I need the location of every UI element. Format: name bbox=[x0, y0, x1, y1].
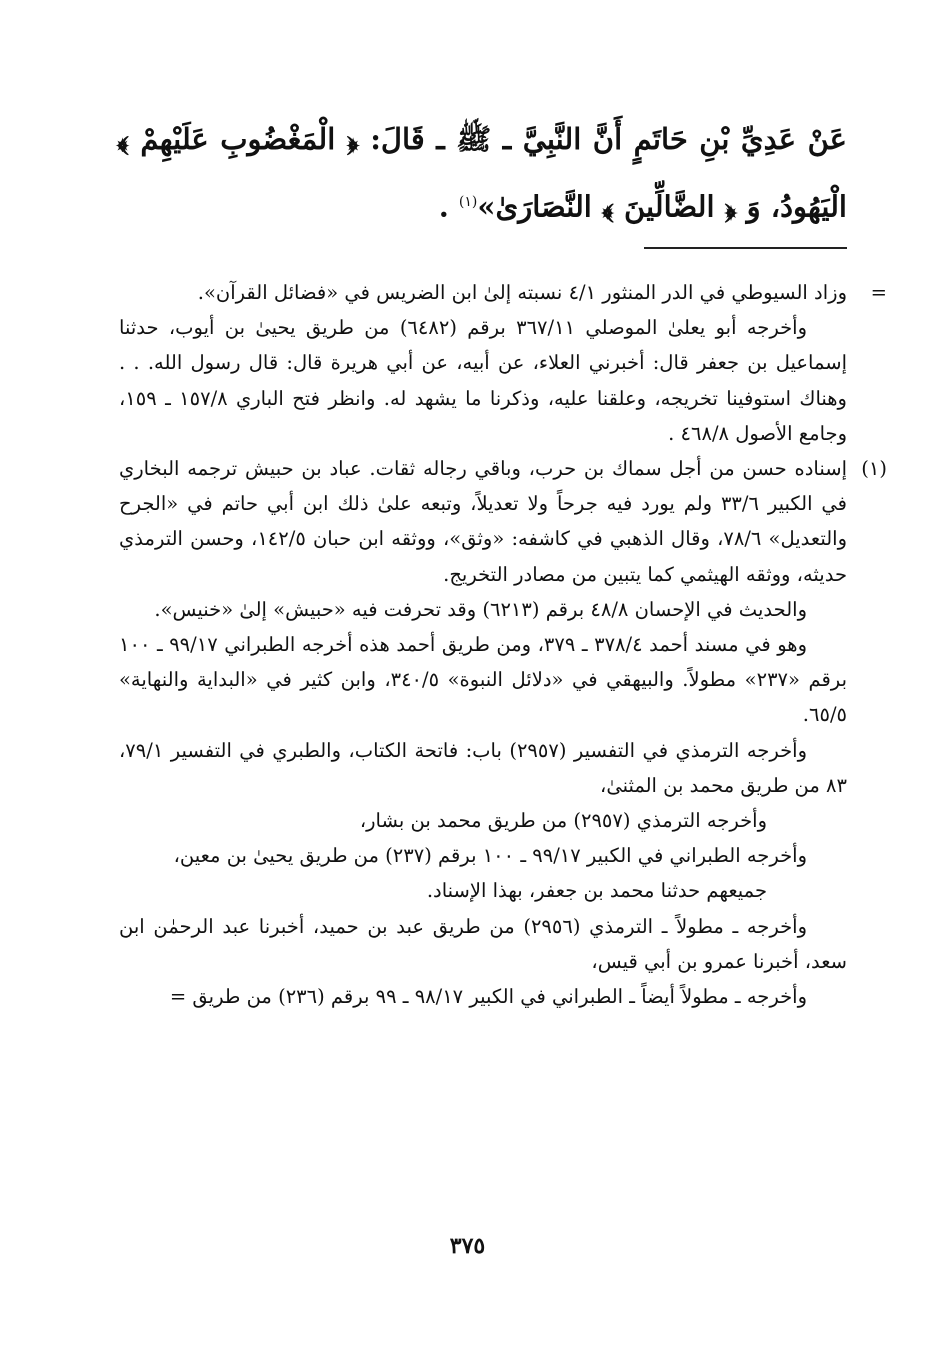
footnote-paragraph: والحديث في الإحسان ٤٨/٨ برقم (٦٢١٣) وقد تحرفت فيه «حبيش» إلىٰ «خنيس». bbox=[154, 597, 807, 621]
footnote-1 bbox=[119, 451, 887, 592]
footnotes-block bbox=[119, 275, 887, 1014]
footnote-paragraph: وأخرجه ـ مطولاً ـ الترمذي (٢٩٥٦) من طريق عبد بن حميد، أخبرنا عبد الرحمٰن ابن سعد، أخبرنا عمرو بن أبي قيس، bbox=[119, 914, 847, 973]
hadith-text bbox=[117, 108, 847, 239]
footnote-text: إسناده حسن من أجل سماك بن حرب، وباقي رجاله ثقات. عباد بن حبيش ترجمه البخاري في الكبير ٣٣/٦ ولم يورد فيه جرحاً ولا تعديلاً، وتبعه علىٰ ذلك ابن أبي حاتم في «الجرح والتعديل» ٧٨/٦، وقال الذهبي في كاشفه: «وثق»، ووثقه ابن حبان ١٤٢/٥، وحسن الترمذي حديثه، ووثقه الهيثمي كما يتبين من مصادر التخريج. bbox=[119, 457, 847, 586]
footnote-paragraph: وأخرجه الترمذي في التفسير (٢٩٥٧) باب: فاتحة الكتاب، والطبري في التفسير ٧٩/١، ٨٣ من طريق محمد بن المثنىٰ، bbox=[119, 738, 847, 797]
hadith-body: عَنْ عَدِيِّ بْنِ حَاتَمٍ أَنَّ النَّبِيَّ ـ ﷺ ـ قَالَ: ﴿ الْمَغْضُوبِ عَلَيْهِمْ ﴾ الْيَهُودُ، وَ ﴿ الضَّالِّينَ ﴾ النَّصَارَىٰ» bbox=[117, 122, 847, 224]
footnote-number: (١) bbox=[861, 457, 887, 481]
footnote-text: وزاد السيوطي في الدر المنثور ٤/١ نسبته إلىٰ ابن الضريس في «فضائل القرآن». bbox=[197, 281, 847, 304]
footnote-reference: (١) bbox=[458, 194, 478, 210]
continuation-marker: = bbox=[870, 281, 887, 304]
footnote-paragraph: وهو في مسند أحمد ٣٧٨/٤ ـ ٣٧٩، ومن طريق أحمد هذه أخرجه الطبراني ٩٩/١٧ ـ ١٠٠ برقم «٢٣٧» مطولاً. والبيهقي في «دلائل النبوة» ٣٤٠/٥، وابن كثير في «البداية والنهاية» ٦٥/٥. bbox=[119, 633, 847, 727]
hadith-tail: . bbox=[438, 189, 459, 224]
page-number: ٣٧٥ bbox=[449, 1233, 486, 1259]
footnote-continuation bbox=[119, 275, 887, 310]
footnote-paragraph: وأخرجه ـ مطولاً أيضاً ـ الطبراني في الكبير ٩٨/١٧ ـ ٩٩ برقم (٢٣٦) من طريق = bbox=[169, 985, 807, 1009]
footnote-paragraph: وأخرجه الترمذي (٢٩٥٧) من طريق محمد بن بشار، bbox=[359, 809, 767, 833]
footnote-paragraph: جميعهم حدثنا محمد بن جعفر، بهذا الإسناد. bbox=[426, 879, 767, 903]
footnote-paragraph: وأخرجه الطبراني في الكبير ٩٩/١٧ ـ ١٠٠ برقم (٢٣٧) من طريق يحيىٰ بن معين، bbox=[173, 844, 807, 868]
footnote-paragraph: وأخرجه أبو يعلىٰ الموصلي ٣٦٧/١١ برقم (٦٤٨٢) من طريق يحيىٰ بن أيوب، حدثنا إسماعيل بن جعفر قال: أخبرني العلاء، عن أبيه، عن أبي هريرة قال: قال رسول الله. . . وهناك استوفينا تخريجه، وعلقنا عليه، وذكرنا ما يشهد له. وانظر فتح الباري ١٥٧/٨ ـ ١٥٩، وجامع الأصول ٤٦٨/٨ . bbox=[119, 316, 847, 445]
footnote-divider bbox=[644, 247, 847, 249]
